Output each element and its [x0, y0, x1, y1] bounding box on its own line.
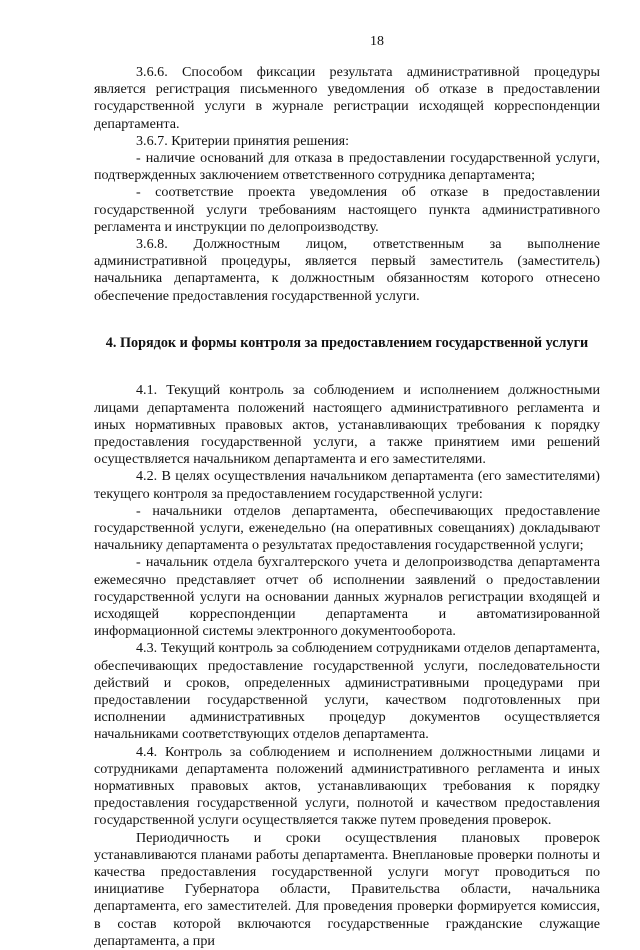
paragraph-inspections: Периодичность и сроки осуществления плановых проверок устанавливаются планами работы департамента. Внеплановые проверки полноты и качества предоставления государственной услуги могут проводиться по инициативе Губернатора области, Правительства области, начальника департамента, его заместителей. Для проведения проверки формируется комиссия, в состав которой включаются государственные гражданские служащие департамента, а при: [94, 829, 600, 949]
paragraph-criteria-1: - наличие оснований для отказа в предоставлении государственной услуги, подтвержденных заключением ответственного сотрудника департамента;: [94, 150, 600, 184]
paragraph-criteria-2: - соответствие проекта уведомления об отказе в предоставлении государственной услуги требованиям настоящего пункта административного регламента и инструкции по делопроизводству.: [94, 184, 600, 235]
paragraph-3-6-8: 3.6.8. Должностным лицом, ответственным за выполнение административной процедуры, является первый заместитель (заместитель) начальника департамента, к должностным обязанностям которого отнесено обеспечение предоставления государственной услуги.: [94, 236, 600, 304]
paragraph-4-4: 4.4. Контроль за соблюдением и исполнением должностными лицами и сотрудниками департамента положений административного регламента и иных нормативных правовых актов, устанавливающих требования к порядку предоставления государственной услуги, полнотой и качеством предоставления государственной услуги осуществляется также путем проведения проверок.: [94, 743, 600, 829]
paragraph-3-6-7: 3.6.7. Критерии принятия решения:: [136, 132, 350, 149]
paragraph-4-3: 4.3. Текущий контроль за соблюдением сотрудниками отделов департамента, обеспечивающих предоставление государственной услуги, последовательности действий и сроков, определенных административными процедурами при предоставлении государственной услуги, качеством подготовленных при исполнении административных процедур документов осуществляется начальниками соответствующих отделов департамента.: [94, 640, 600, 743]
paragraph-4-2: 4.2. В целях осуществления начальником департамента (его заместителями) текущего контроля за предоставлением государственной услуги:: [94, 468, 600, 502]
paragraph-4-2-item-1: - начальники отделов департамента, обеспечивающих предоставление государственной услуги, еженедельно (на оперативных совещаниях) докладывают начальнику департамента о результатах предоставления государственной услуги;: [94, 502, 600, 554]
paragraph-3-6-6: 3.6.6. Способом фиксации результата административной процедуры является регистрация письменного уведомления об отказе в предоставлении государственной услуги в журнале регистрации исходящей корреспонденции департамента.: [94, 64, 600, 132]
paragraph-4-1: 4.1. Текущий контроль за соблюдением и исполнением должностными лицами департамента положений настоящего административного регламента и иных нормативных правовых актов, устанавливающих требования к порядку предоставления государственной услуги, а также принятием ими решений осуществляется начальником департамента и его заместителями.: [94, 382, 600, 468]
paragraph-4-2-item-2: - начальник отдела бухгалтерского учета и делопроизводства департамента ежемесячно представляет отчет об исполнении заявлений о предоставлении государственной услуги на основании данных журналов регистрации входящей и исходящей корреспонденции департамента и автоматизированной информационной системы электронного документооборота.: [94, 554, 600, 640]
document-body: [94, 64, 600, 950]
section-heading: 4. Порядок и формы контроля за предоставлением государственной услуги: [105, 334, 589, 351]
page-number: 18: [370, 34, 384, 49]
